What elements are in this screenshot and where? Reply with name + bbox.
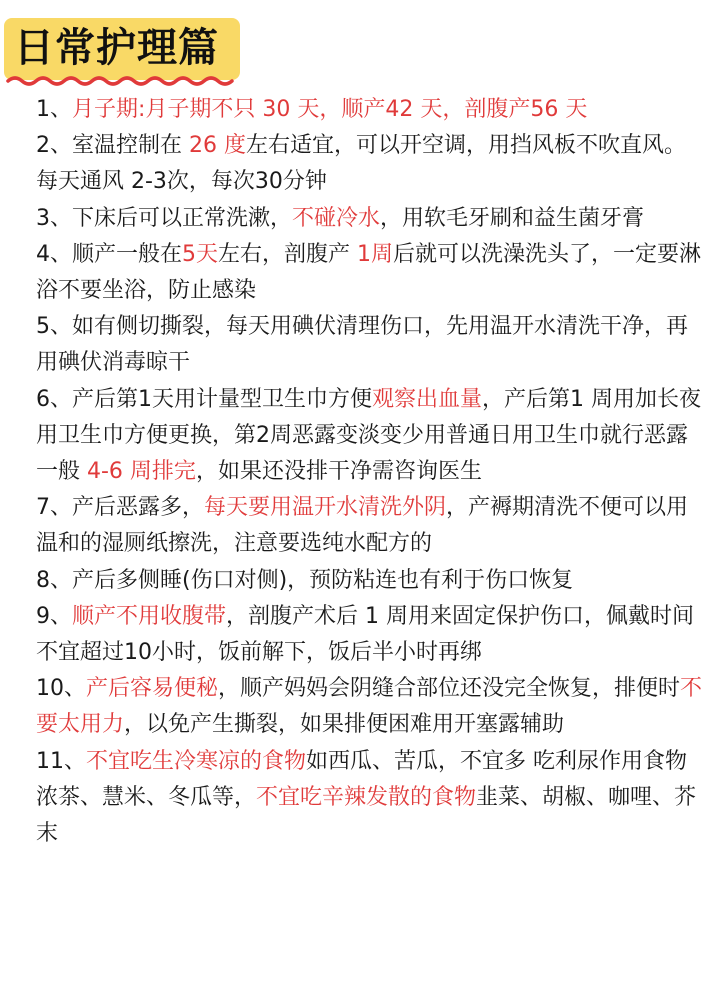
tip-text: ，顺产妈妈会阴缝合部位还没完全恢复，排便时	[218, 676, 681, 702]
tip-text: 6、产后第1天用计量型卫生巾方便	[36, 386, 372, 412]
tip-text: 7、产后恶露多，	[36, 495, 204, 521]
tip-item	[36, 201, 706, 237]
tip-text: 如西瓜、苦瓜，不宜多 吃利尿作用食物浓茶、慧米、冬瓜等，	[36, 748, 688, 810]
tip-item	[36, 490, 706, 562]
tip-text: 左右，剖腹产	[218, 241, 357, 267]
highlighted-text: 每天要用温开水清洗外阴	[204, 495, 447, 521]
highlighted-text: 不宜吃辛辣发散的食物	[256, 784, 477, 810]
tip-text: 8、产后多侧睡(伤口对侧)，预防粘连也有利于伤口恢复	[36, 567, 574, 593]
highlighted-text: 不宜吃生冷寒凉的食物	[86, 748, 307, 774]
tip-text: 10、	[36, 676, 86, 702]
tip-text: 后就可以洗澡洗头了，一定要淋浴不要坐浴，防止感染	[36, 241, 702, 304]
highlighted-text: 1周	[357, 241, 393, 267]
tip-item	[36, 382, 706, 491]
tip-text: ，用软毛牙刷和益生菌牙膏	[380, 205, 645, 231]
tip-text: 2、室温控制在	[36, 133, 189, 159]
tip-text: 9、	[36, 603, 72, 629]
tip-text: ，产后第1 周用加长夜用卫生巾方便更换，第2周恶露变淡变少用普通日用卫生巾就行恶露一般	[36, 386, 702, 485]
tip-item	[36, 671, 706, 743]
tip-text: 5、如有侧切撕裂，每天用碘伏清理伤口，先用温开水清洗干净，再用碘伏消毒晾干	[36, 314, 688, 376]
tip-text: ，如果还没排干净需咨询医生	[195, 459, 482, 485]
tip-text: 韭菜、胡椒、咖哩、芥末	[36, 784, 697, 847]
highlighted-text: 5天	[182, 241, 218, 267]
tip-item	[36, 744, 706, 853]
page-title: 日常护理篇	[14, 25, 219, 71]
tip-item	[36, 599, 706, 671]
tip-text: ，剖腹产术后 1 周用来固定保护伤口，佩戴时间不宜超过10小时，饭前解下，饭后半小时再绑	[36, 603, 695, 666]
tip-text: 11、	[36, 748, 86, 774]
tip-text: 4、顺产一般在	[36, 241, 182, 267]
tip-text: 左右适宜，可以开空调，用挡风板不吹直风。每天通风 2-3次，每次30分钟	[36, 133, 687, 195]
highlighted-text: 产后容易便秘	[86, 676, 219, 702]
highlighted-text: 不碰冷水	[292, 205, 381, 231]
tip-text: 1、	[36, 97, 72, 122]
tip-item	[36, 92, 706, 128]
tip-item	[36, 563, 706, 599]
wavy-underline	[6, 74, 238, 88]
tip-item	[36, 237, 706, 309]
highlighted-text: 顺产不用收腹带	[72, 603, 227, 629]
highlighted-text: 4-6 周排完	[87, 459, 196, 485]
highlighted-text: 月子期:月子期不只 30 天，顺产42 天，剖腹产56 天	[72, 97, 588, 122]
tip-item	[36, 309, 706, 381]
care-tips-list	[36, 92, 706, 852]
tip-text: 3、下床后可以正常洗漱，	[36, 205, 292, 231]
tip-text: ，以免产生撕裂，如果排便困难用开塞露辅助	[124, 712, 565, 738]
tip-item	[36, 128, 706, 200]
tip-text: ，产褥期清洗不便可以用温和的湿厕纸擦洗，注意要选纯水配方的	[36, 495, 689, 557]
highlighted-text: 观察出血量	[372, 386, 483, 412]
title-banner	[4, 18, 240, 88]
highlighted-text: 不要太用力	[36, 676, 703, 738]
highlighted-text: 26 度	[189, 133, 246, 159]
